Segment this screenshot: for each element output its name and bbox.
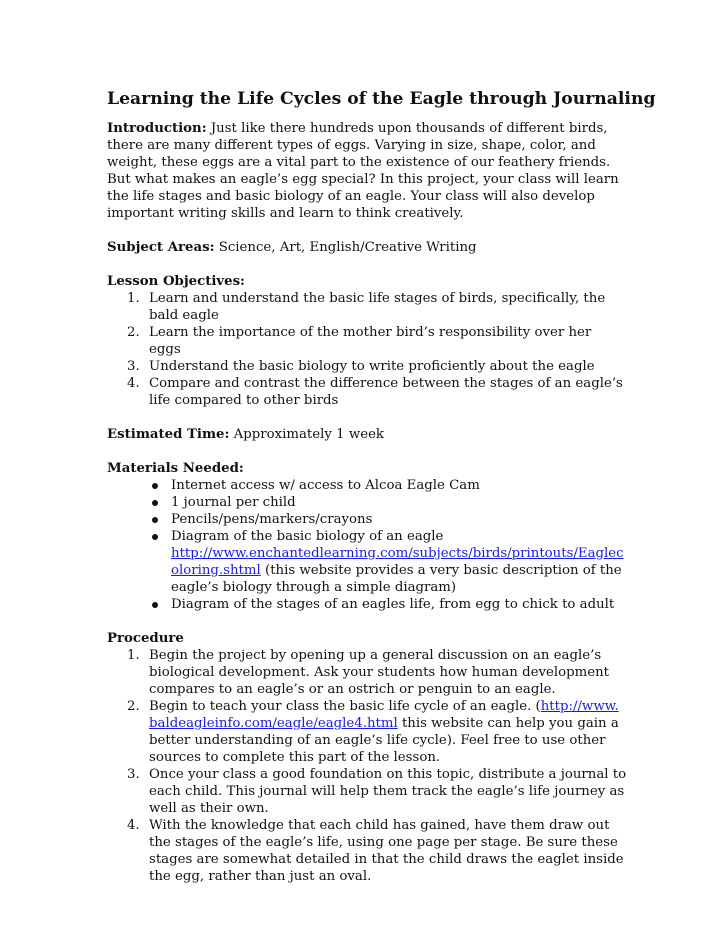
list-item	[107, 494, 627, 511]
materials-heading: Materials Needed:	[107, 461, 244, 476]
list-number: 2.	[127, 325, 140, 340]
list-number: 3.	[127, 359, 140, 374]
enchanted-learning-link[interactable]: http://www.enchantedlearning.com/subjects/birds/printouts/Eaglecoloring.shtml	[171, 546, 624, 578]
lesson-objectives-list	[107, 290, 627, 409]
procedure-heading: Procedure	[107, 631, 184, 646]
estimated-time-text: Approximately 1 week	[229, 427, 384, 442]
list-item-text: 1 journal per child	[171, 495, 296, 510]
estimated-time-paragraph	[107, 426, 627, 443]
list-item-text: Once your class a good foundation on this topic, distribute a journal to each child. This journal will help them track the eagle’s life journey as well as their own.	[149, 767, 627, 816]
list-item	[107, 290, 627, 324]
introduction-paragraph	[107, 120, 627, 222]
bullet-icon	[152, 602, 158, 608]
bullet-icon	[152, 517, 158, 523]
bullet-icon	[152, 534, 158, 540]
subject-areas-paragraph	[107, 239, 627, 256]
estimated-time-label: Estimated Time:	[107, 427, 230, 442]
list-item-text: Diagram of the stages of an eagles life, from egg to chick to adult	[171, 597, 615, 612]
list-item	[107, 511, 627, 528]
list-item-text: Begin the project by opening up a general discussion on an eagle’s biological development. Ask your students how human development compares to an eagle’s or an ostrich or penguin to an eagle.	[149, 648, 610, 697]
list-item	[107, 596, 627, 613]
page-title: Learning the Life Cycles of the Eagle through Journaling	[107, 89, 656, 109]
bullet-icon	[152, 500, 158, 506]
list-item-text: Pencils/pens/markers/crayons	[171, 512, 373, 527]
subject-areas-text: Science, Art, English/Creative Writing	[214, 240, 477, 255]
list-item	[107, 375, 627, 409]
list-number: 1.	[127, 291, 140, 306]
list-item	[107, 698, 627, 766]
lesson-objectives-section	[107, 273, 627, 409]
bald-eagle-info-link[interactable]: http://www.baldeagleinfo.com/eagle/eagle4.html	[149, 699, 619, 731]
list-number: 1.	[127, 648, 140, 663]
list-item-text: Learn the importance of the mother bird’s responsibility over her eggs	[149, 325, 592, 357]
list-number: 2.	[127, 699, 140, 714]
materials-section	[107, 460, 627, 613]
introduction-text: Just like there hundreds upon thousands of different birds, there are many different types of eggs. Varying in size, shape, color, and weight, these eggs are a vital part to the existence of our feathery friends. But what makes an eagle’s egg special? In this project, your class will learn the life stages and basic biology of an eagle. Your class will also develop important writing skills and learn to think creatively.	[107, 121, 619, 221]
procedure-list	[107, 647, 627, 885]
list-item-text: Learn and understand the basic life stages of birds, specifically, the bald eagle	[149, 291, 606, 323]
list-item-text: this website can help you gain a better understanding of an eagle’s life cycle). Feel free to use other sources to complete this part of the lesson.	[149, 716, 619, 765]
procedure-section	[107, 630, 627, 885]
introduction-label: Introduction:	[107, 121, 207, 136]
list-number: 4.	[127, 376, 140, 391]
list-item-text: Compare and contrast the difference between the stages of an eagle’s life compared to other birds	[149, 376, 623, 408]
list-item	[107, 647, 627, 698]
list-number: 3.	[127, 767, 140, 782]
list-item	[107, 477, 627, 494]
list-item	[107, 766, 627, 817]
subject-areas-label: Subject Areas:	[107, 240, 215, 255]
list-item-text: Diagram of the basic biology of an eagle	[171, 529, 444, 544]
list-item	[107, 324, 627, 358]
list-item-text: With the knowledge that each child has gained, have them draw out the stages of the eagle’s life, using one page per stage. Be sure these stages are somewhat detailed in that the child draws the eaglet inside the egg, rather than just an oval.	[149, 818, 624, 884]
list-item	[107, 817, 627, 885]
list-item-text: Internet access w/ access to Alcoa Eagle Cam	[171, 478, 480, 493]
materials-list	[107, 477, 627, 613]
list-item-text: (this website provides a very basic description of the eagle’s biology through a simple diagram)	[171, 563, 622, 595]
list-item-text: Understand the basic biology to write proficiently about the eagle	[149, 359, 595, 374]
list-item	[107, 528, 627, 596]
list-number: 4.	[127, 818, 140, 833]
list-item-text: Begin to teach your class the basic life cycle of an eagle. (	[149, 699, 541, 714]
list-item	[107, 358, 627, 375]
lesson-objectives-heading: Lesson Objectives:	[107, 274, 245, 289]
bullet-icon	[152, 483, 158, 489]
document-page	[107, 88, 656, 885]
